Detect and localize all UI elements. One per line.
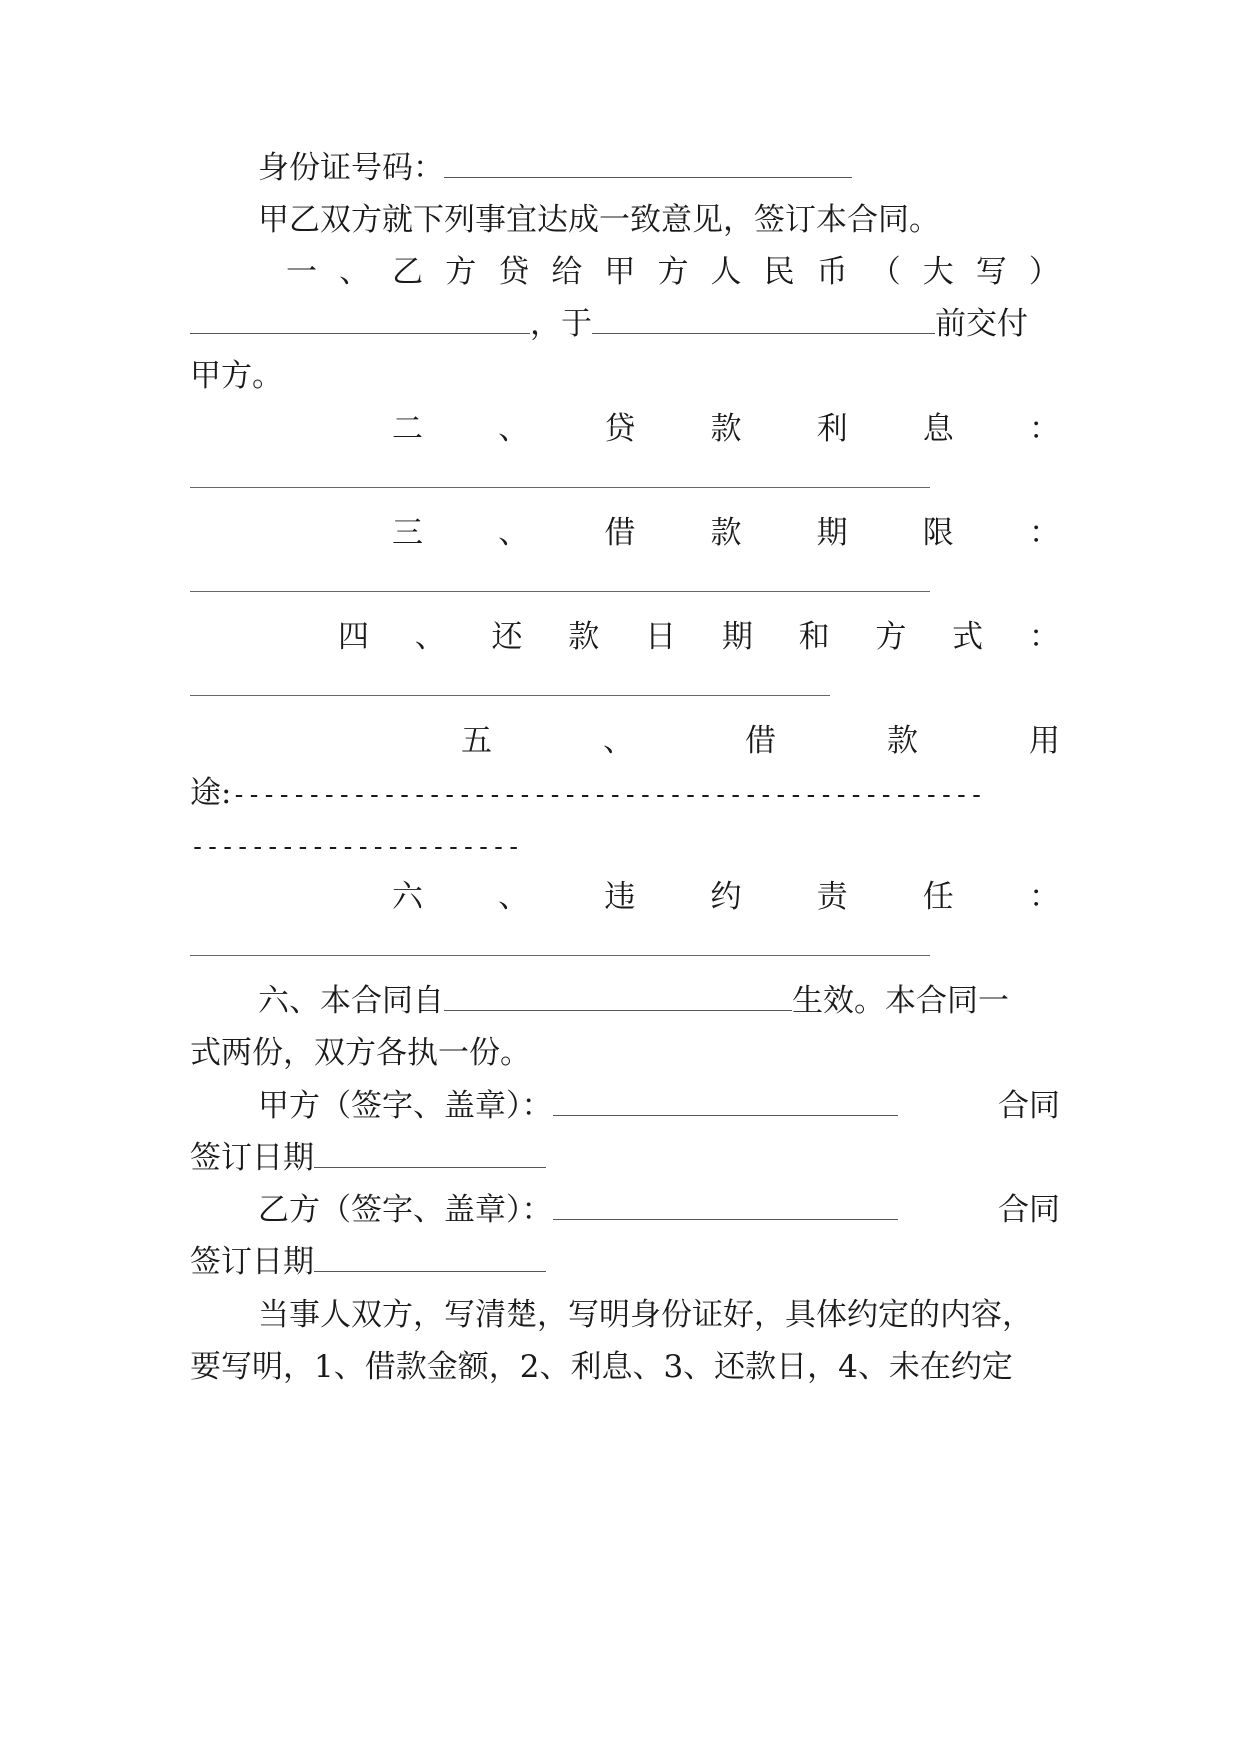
copies-line: 式两份，双方各执一份。	[190, 1035, 531, 1071]
clause6-char: ：	[1028, 879, 1060, 915]
effective-start: 六、本合同自	[258, 983, 444, 1019]
delivery-date-blank[interactable]	[592, 303, 935, 334]
party-a-date-label: 签订日期	[190, 1140, 314, 1176]
clause3-blank[interactable]	[190, 591, 930, 592]
clause6-heading	[392, 874, 1060, 920]
party-a-contract-word: 合同	[998, 1088, 1060, 1124]
clause2-char: 利	[816, 411, 848, 447]
clause1-amount-line	[190, 301, 1060, 347]
party-b-date-blank[interactable]	[314, 1241, 546, 1272]
clause4-char: 四	[338, 619, 369, 655]
clause5-use-line	[190, 770, 1060, 816]
effective-text: 生效。本合同一	[792, 983, 1009, 1019]
note-line-2: 要写明，1、借款金额，2、利息、3、还款日，4、未在约定	[190, 1349, 1013, 1385]
clause3-char: 款	[710, 515, 742, 551]
clause4-char: 款	[568, 619, 600, 655]
clause3-heading	[392, 510, 1060, 556]
clause1-comma-yu: ，于	[530, 306, 592, 342]
clause6-char: 约	[710, 879, 742, 915]
party-b-line	[190, 1187, 1060, 1233]
clause3-char: 三	[392, 515, 423, 551]
clause2-heading	[392, 406, 1060, 452]
clause5-dashes-2[interactable]: ----------------------	[190, 832, 522, 861]
id-number-blank[interactable]	[444, 147, 852, 178]
party-b-signature-blank[interactable]	[553, 1189, 898, 1220]
clause1-char: 贷	[498, 254, 530, 290]
loan-amount-blank[interactable]	[190, 303, 530, 334]
clause1-char: 人	[710, 254, 742, 290]
clause4-char: ：	[1028, 619, 1060, 655]
clause2-blank[interactable]	[190, 487, 930, 488]
clause4-char: 、	[414, 619, 446, 655]
clause5-char: 用	[1029, 723, 1060, 759]
clause6-char: 责	[816, 879, 848, 915]
agreement-intro: 甲乙双方就下列事宜达成一致意见，签订本合同。	[258, 202, 940, 238]
clause1-char: 给	[551, 254, 583, 290]
effective-line	[190, 978, 1060, 1024]
note-line-1: 当事人双方，写清楚，写明身份证好，具体约定的内容，	[258, 1297, 1033, 1333]
party-a-label: 甲方（签字、盖章）：	[258, 1088, 553, 1124]
clause6-blank[interactable]	[190, 955, 930, 956]
clause1-char: ）	[1028, 254, 1060, 290]
clause2-char: 贷	[604, 411, 636, 447]
clause6-char: 违	[604, 879, 636, 915]
clause5-dash-line	[190, 822, 1060, 868]
clause1-char: 方	[445, 254, 477, 290]
clause2-char: 款	[710, 411, 742, 447]
clause3-char: 期	[816, 515, 848, 551]
clause3-char: 限	[922, 515, 954, 551]
clause3-char: ：	[1028, 515, 1060, 551]
party-b-label: 乙方（签字、盖章）：	[258, 1192, 553, 1228]
clause1-end: 甲方。	[190, 358, 283, 394]
clause5-char: 、	[603, 723, 634, 759]
clause5-char: 五	[461, 723, 492, 759]
clause1-before-pay: 前交付	[935, 306, 1028, 342]
clause5-heading	[461, 718, 1060, 764]
party-a-line	[190, 1083, 1060, 1129]
clause1-char: 乙	[392, 254, 424, 290]
party-a-date-blank[interactable]	[314, 1137, 546, 1168]
clause4-heading	[338, 614, 1060, 660]
party-a-date-line	[190, 1135, 1060, 1181]
clause4-blank[interactable]	[190, 695, 830, 696]
contract-page	[190, 0, 1060, 1754]
clause1-char: 、	[339, 254, 371, 290]
effective-date-blank[interactable]	[444, 980, 792, 1011]
clause1-char: （	[869, 254, 901, 290]
clause4-char: 期	[721, 619, 753, 655]
clause6-char: 任	[922, 879, 954, 915]
clause2-char: 息	[922, 411, 954, 447]
id-number-label: 身份证号码：	[258, 150, 444, 186]
clause1-char: 一	[286, 254, 317, 290]
clause1-char: 方	[657, 254, 689, 290]
clause4-char: 式	[952, 619, 984, 655]
clause1-char: 币	[816, 254, 848, 290]
party-b-contract-word: 合同	[998, 1192, 1060, 1228]
clause5-dashes[interactable]: --------------------------------------------------	[231, 780, 985, 809]
clause1-char: 甲	[604, 254, 636, 290]
clause1-char: 写	[975, 254, 1007, 290]
clause4-char: 和	[798, 619, 830, 655]
clause1-char: 大	[922, 254, 954, 290]
clause1-char: 民	[763, 254, 795, 290]
clause5-char: 款	[887, 723, 918, 759]
party-b-date-label: 签订日期	[190, 1244, 314, 1280]
clause2-char: 、	[498, 411, 530, 447]
clause5-char: 借	[745, 723, 776, 759]
party-b-date-line	[190, 1239, 1060, 1285]
clause4-char: 日	[645, 619, 677, 655]
clause3-char: 、	[498, 515, 530, 551]
clause6-char: 六	[392, 879, 423, 915]
clause4-char: 还	[491, 619, 523, 655]
clause2-char: ：	[1028, 411, 1060, 447]
clause4-char: 方	[875, 619, 907, 655]
id-number-line	[190, 145, 1060, 191]
clause5-use-label: 途:	[190, 775, 232, 811]
party-a-signature-blank[interactable]	[553, 1085, 898, 1116]
clause3-char: 借	[604, 515, 636, 551]
clause2-char: 二	[392, 411, 423, 447]
clause6-char: 、	[498, 879, 530, 915]
clause1-heading	[286, 249, 1060, 295]
